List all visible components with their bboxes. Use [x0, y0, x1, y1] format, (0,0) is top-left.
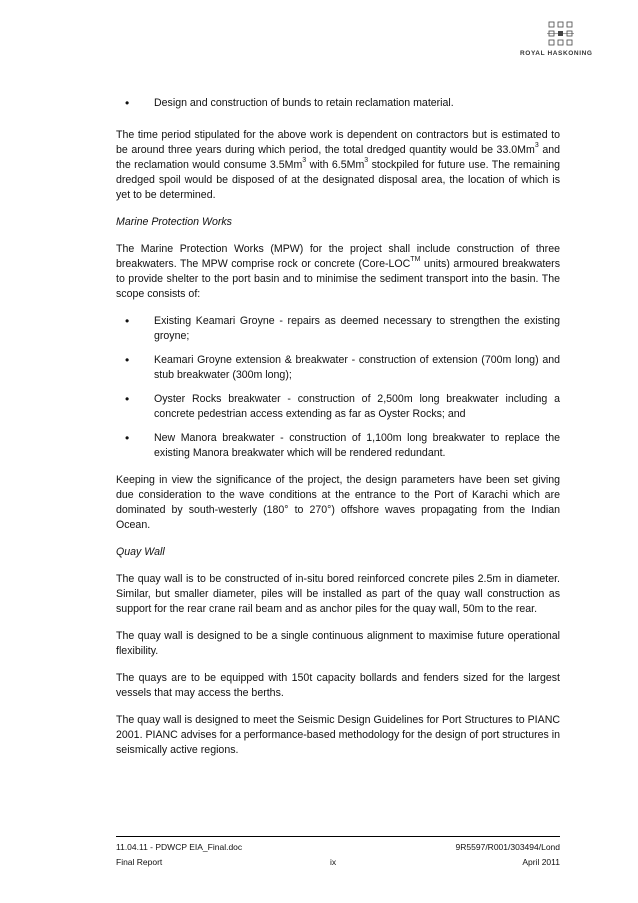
- document-body: [116, 96, 560, 770]
- superscript: TM: [410, 256, 421, 264]
- royal-haskoning-logo-icon: [520, 18, 630, 68]
- superscript: 3: [534, 142, 539, 150]
- list-item: • New Manora breakwater - construction of 1,100m long breakwater to replace the existing Manora breakwater which will be rendered redundant.: [116, 431, 560, 461]
- text-span: The Marine Protection Works (MPW) for the project shall include construction of three breakwaters. The MPW comprise rock or concrete (Core-LOC: [116, 243, 560, 270]
- text-span: with 6.5Mm: [306, 159, 365, 171]
- list-item: • Keamari Groyne extension & breakwater - construction of extension (700m long) and stub breakwater (300m long);: [116, 353, 560, 383]
- text-span: stockpiled for future use. The remaining dredged spoil would be disposed of at the designated disposal area, the location of which is yet to be determined.: [116, 159, 560, 201]
- footer-page-number: ix: [330, 857, 337, 867]
- paragraph-quay-seismic: The quay wall is designed to meet the Seismic Design Guidelines for Port Structures to PIANC 2001. PIANC advises for a performance-based methodology for the design of port structures in seismically active regions.: [116, 714, 560, 756]
- text-span: units) armoured breakwaters to provide shelter to the port basin and to minimise the sediment transport into the basin. The scope consists of:: [116, 258, 561, 300]
- paragraph-dredging: [116, 128, 560, 203]
- text-span: and the reclamation would consume 3.5Mm: [116, 144, 560, 171]
- superscript: 3: [302, 157, 307, 165]
- list-item: • Oyster Rocks breakwater - construction of 2,500m long breakwater including a concrete pedestrian access extending as far as Oyster Rocks; and: [116, 392, 560, 422]
- heading-marine-protection: Marine Protection Works: [116, 216, 232, 228]
- paragraph-quay-equipment: The quays are to be equipped with 150t capacity bollards and fenders sized for the largest vessels that may access the berths.: [116, 672, 560, 699]
- bullet-list-top: [116, 96, 560, 111]
- footer-filename: 11.04.11 - PDWCP EIA_Final.doc: [116, 842, 243, 852]
- logo-text: ROYAL HASKONING: [520, 50, 593, 57]
- paragraph-mpw: [116, 242, 560, 302]
- list-item: • Design and construction of bunds to retain reclamation material.: [116, 96, 560, 111]
- footer-divider: [116, 836, 560, 837]
- paragraph-quay-construction: The quay wall is to be constructed of in-situ bored reinforced concrete piles 2.5m in diameter. Similar, but smaller diameter, piles will be installed as part of the quay wall construction as support for the rear crane rail beam and as anchor piles for the quay wall, 50m to the rear.: [116, 573, 560, 615]
- footer-date: April 2011: [522, 857, 560, 867]
- scope-list: [116, 314, 560, 461]
- footer-report-type: Final Report: [116, 857, 163, 867]
- superscript: 3: [364, 157, 369, 165]
- paragraph-quay-alignment: The quay wall is designed to be a single continuous alignment to maximise future operational flexibility.: [116, 630, 560, 657]
- heading-quay-wall: Quay Wall: [116, 546, 165, 558]
- footer-reference: 9R5597/R001/303494/Lond: [455, 842, 560, 852]
- paragraph-design-parameters: Keeping in view the significance of the project, the design parameters have been set giving due consideration to the wave conditions at the entrance to the Port of Karachi which are dominated by south-westerly (180° to 270°) offshore waves propagating from the Indian Ocean.: [116, 474, 560, 531]
- text-span: The time period stipulated for the above work is dependent on contractors but is estimated to be around three years during which period, the total dredged quantity would be 33.0Mm: [116, 129, 560, 156]
- list-item: • Existing Keamari Groyne - repairs as deemed necessary to strengthen the existing groyne;: [116, 314, 560, 344]
